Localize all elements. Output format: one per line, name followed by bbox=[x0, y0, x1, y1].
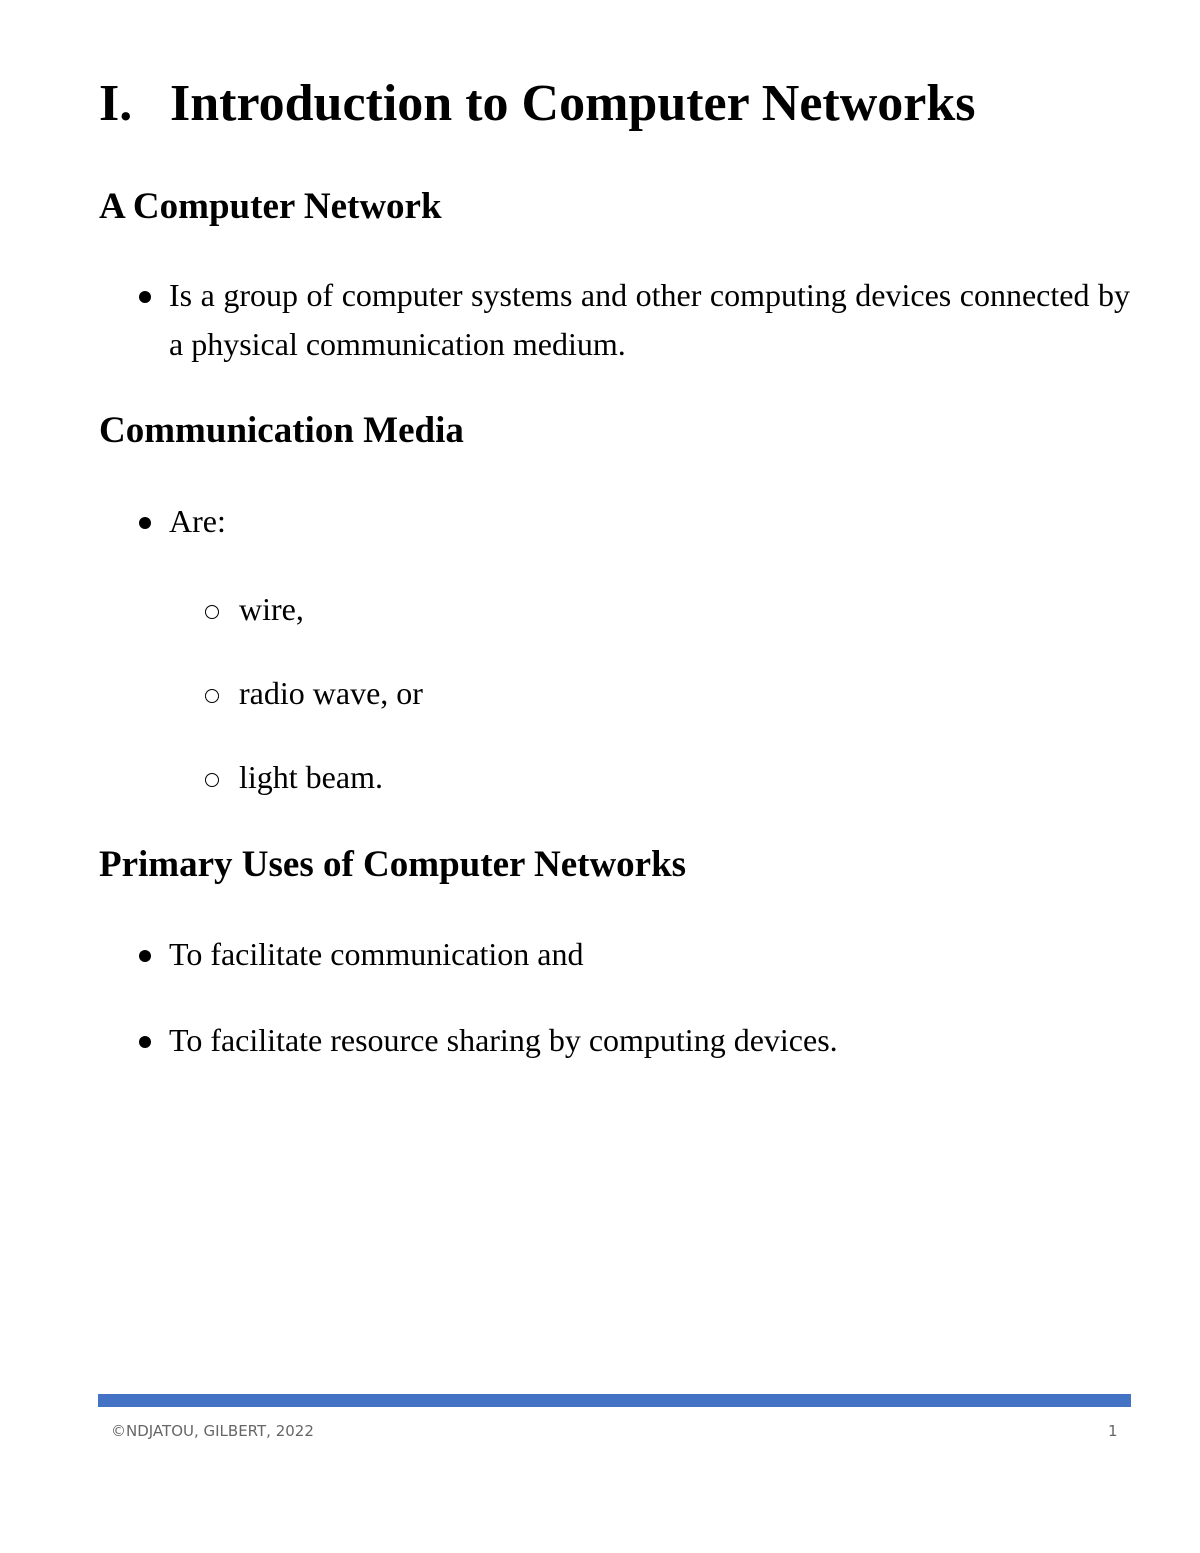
section-heading-primary-uses: Primary Uses of Computer Networks bbox=[99, 844, 687, 885]
list-item bbox=[130, 1016, 1130, 1065]
sub-list-item-text: wire, bbox=[239, 591, 304, 627]
footer-rule bbox=[98, 1394, 1131, 1407]
list-item bbox=[130, 930, 1130, 979]
title-number: I. bbox=[99, 75, 133, 132]
hollow-bullet-icon bbox=[205, 773, 219, 787]
sub-list-item-text: radio wave, or bbox=[239, 675, 423, 711]
bullet-icon bbox=[139, 291, 151, 303]
page-title bbox=[99, 68, 976, 140]
hollow-bullet-icon bbox=[205, 689, 219, 703]
title-text: Introduction to Computer Networks bbox=[170, 75, 976, 132]
section-heading-communication-media: Communication Media bbox=[99, 410, 464, 451]
list-item bbox=[130, 271, 1130, 369]
list-item-text: Are: bbox=[169, 503, 226, 539]
bullet-icon bbox=[139, 1036, 151, 1048]
sub-list-item bbox=[205, 753, 383, 802]
footer-copyright: ©NDJATOU, GILBERT, 2022 bbox=[111, 1422, 314, 1440]
list-item-text: To facilitate resource sharing by computing devices. bbox=[169, 1022, 838, 1058]
hollow-bullet-icon bbox=[205, 605, 219, 619]
sub-list-item bbox=[205, 585, 304, 634]
list-item bbox=[130, 497, 1130, 546]
bullet-icon bbox=[139, 950, 151, 962]
section-heading-computer-network: A Computer Network bbox=[99, 186, 442, 227]
page-number: 1 bbox=[1108, 1422, 1118, 1440]
sub-list-item bbox=[205, 669, 423, 718]
list-item-text: Is a group of computer systems and other computing devices connected by a physical communication medium. bbox=[169, 277, 1130, 362]
bullet-icon bbox=[139, 517, 151, 529]
list-item-text: To facilitate communication and bbox=[169, 936, 584, 972]
sub-list-item-text: light beam. bbox=[239, 759, 383, 795]
